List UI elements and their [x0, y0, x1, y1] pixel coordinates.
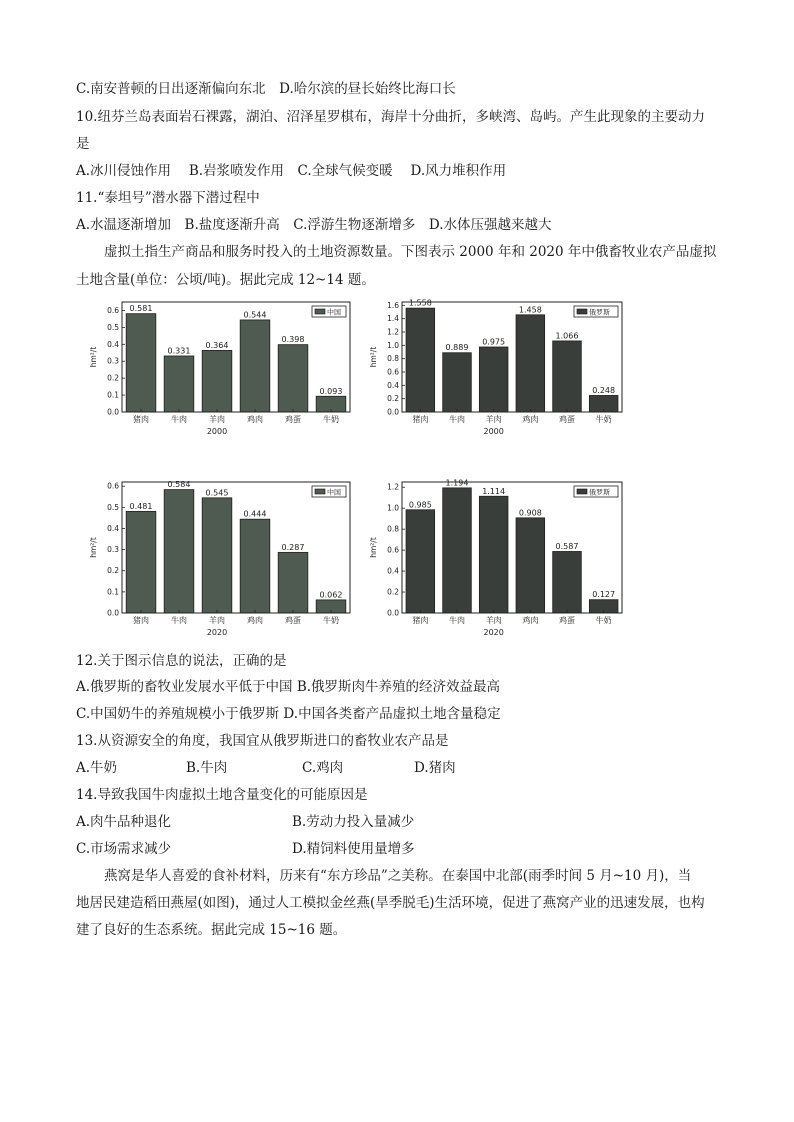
y-tick-label: 1.2	[387, 482, 399, 492]
y-tick-label: 0.8	[387, 354, 399, 364]
x-axis-year: 2020	[483, 628, 504, 637]
y-tick-label: 0.2	[387, 587, 399, 597]
bar-value-label: 0.584	[167, 480, 191, 490]
bar	[126, 511, 156, 613]
y-tick-label: 1.4	[387, 314, 399, 324]
category-label: 牛肉	[171, 616, 187, 625]
intro-para-1: 虚拟土指生产商品和服务时投入的土地资源数量。下图表示 2000 年和 2020 年中俄畜牧业农产品虚拟	[104, 244, 717, 260]
y-tick-label: 0.3	[107, 545, 119, 555]
y-tick-label: 0.4	[107, 523, 119, 533]
y-tick-label: 1.0	[387, 340, 399, 350]
bar	[202, 498, 232, 613]
bar	[240, 519, 270, 613]
y-tick-label: 0.6	[107, 305, 119, 315]
bar-value-label: 0.985	[408, 500, 432, 510]
legend-label: 中国	[327, 488, 341, 497]
bird-nest-para-2: 地居民建造稻田燕屋(如图)，通过人工模拟金丝燕(旱季脱毛)生活环境，促进了燕窝产业的迅速发展，也构	[76, 895, 705, 911]
category-label: 牛奶	[323, 415, 339, 424]
q10-options: A.冰川侵蚀作用 B.岩浆喷发作用 C.全球气候变暖 D.风力堆积作用	[76, 163, 507, 179]
category-label: 鸡肉	[247, 415, 263, 424]
chart-russia-2000	[366, 296, 628, 438]
bar	[202, 350, 232, 412]
q12-options-ab: A.俄罗斯的畜牧业发展水平低于中国 B.俄罗斯肉牛养殖的经济效益最高	[76, 679, 501, 695]
category-label: 牛肉	[449, 415, 465, 424]
category-label: 羊肉	[209, 616, 225, 625]
category-label: 鸡蛋	[285, 415, 301, 424]
y-tick-label: 0.4	[387, 380, 399, 390]
legend-label: 俄罗斯	[589, 308, 610, 317]
y-tick-label: 0.2	[107, 566, 119, 576]
bar	[479, 347, 508, 412]
y-axis-title: hm²/t	[89, 537, 98, 558]
y-axis-title: hm²/t	[369, 537, 378, 558]
category-label: 鸡蛋	[285, 616, 301, 625]
q11-stem: 11.“泰坦号”潜水器下潜过程中	[76, 190, 260, 206]
y-tick-label: 0.6	[387, 545, 399, 555]
chart-russia-2020	[366, 476, 628, 639]
bar-value-label: 0.481	[129, 501, 153, 511]
category-label: 牛肉	[449, 616, 465, 625]
y-tick-label: 1.6	[387, 300, 399, 310]
bar	[516, 518, 545, 613]
q13-option-c: C.鸡肉	[302, 760, 344, 776]
x-axis-year: 2020	[206, 628, 228, 637]
category-label: 牛奶	[595, 415, 612, 424]
bar	[479, 496, 508, 613]
bar-value-label: 0.062	[319, 590, 343, 600]
legend-label: 俄罗斯	[589, 488, 610, 497]
bar-value-label: 0.331	[167, 346, 191, 356]
category-label: 猪肉	[133, 616, 149, 625]
chart-china-2020	[86, 476, 356, 639]
y-tick-label: 0.0	[387, 608, 399, 618]
bird-nest-para-1: 燕窝是华人喜爱的食补材料，历来有“东方珍品”之美称。在泰国中北部(雨季时间 5 月~10 月)，当	[104, 868, 692, 884]
y-tick-label: 0.4	[107, 339, 119, 349]
legend-swatch	[577, 309, 587, 314]
bar-value-label: 0.364	[205, 340, 229, 350]
bar-chart-svg	[366, 476, 628, 639]
y-tick-label: 0.5	[107, 502, 119, 512]
category-label: 牛奶	[595, 616, 612, 625]
y-tick-label: 0.3	[107, 356, 119, 366]
bar-value-label: 1.114	[482, 486, 506, 496]
bird-nest-para-3: 建了良好的生态系统。据此完成 15~16 题。	[76, 922, 347, 938]
category-label: 鸡肉	[522, 415, 539, 424]
y-axis-title: hm²/t	[369, 346, 378, 368]
bar	[553, 551, 582, 613]
category-label: 猪肉	[412, 415, 429, 424]
bar-value-label: 1.194	[445, 478, 469, 488]
category-label: 牛奶	[323, 616, 339, 625]
y-tick-label: 1.2	[387, 327, 399, 337]
bar	[443, 353, 472, 412]
bar-value-label: 0.581	[129, 304, 153, 314]
category-label: 鸡肉	[522, 616, 539, 625]
category-label: 羊肉	[485, 415, 502, 424]
bar-value-label: 0.975	[482, 337, 506, 347]
bar-chart-svg	[86, 296, 356, 438]
y-tick-label: 0.6	[387, 367, 399, 377]
q13-option-b: B.牛肉	[186, 760, 228, 776]
bar-value-label: 0.398	[281, 335, 305, 345]
y-tick-label: 0.0	[107, 407, 119, 417]
bar	[278, 552, 308, 613]
q11-options: A.水温逐渐增加 B.盐度逐渐升高 C.浮游生物逐渐增多 D.水体压强越来越大	[76, 217, 552, 233]
bar	[126, 314, 156, 412]
legend-swatch	[315, 489, 325, 494]
bar-value-label: 0.093	[319, 386, 343, 396]
bar	[240, 320, 270, 412]
bar-value-label: 1.458	[518, 305, 542, 315]
bar-value-label: 0.545	[205, 488, 229, 498]
bar-chart-svg	[86, 476, 356, 639]
q12-stem: 12.关于图示信息的说法，正确的是	[76, 653, 287, 669]
bar	[406, 308, 435, 412]
bar-value-label: 0.248	[592, 385, 616, 395]
q14-option-d: D.精饲料使用量增多	[292, 841, 415, 857]
category-label: 羊肉	[209, 415, 225, 424]
bar-value-label: 1.066	[555, 331, 579, 341]
bar-value-label: 0.444	[243, 509, 267, 519]
category-label: 鸡肉	[247, 616, 263, 625]
legend-label: 中国	[327, 308, 341, 317]
q12-options-cd: C.中国奶牛的养殖规模小于俄罗斯 D.中国各类畜产品虚拟土地含量稳定	[76, 706, 501, 722]
q13-option-d: D.猪肉	[414, 760, 456, 776]
q9-option-cd: C.南安普顿的日出逐渐偏向东北 D.哈尔滨的昼长始终比海口长	[76, 81, 456, 97]
bar	[553, 341, 582, 412]
category-label: 猪肉	[133, 415, 149, 424]
bar-value-label: 0.127	[592, 590, 616, 600]
y-tick-label: 0.5	[107, 322, 119, 332]
bar	[516, 315, 545, 412]
q13-option-a: A.牛奶	[76, 760, 118, 776]
q10-stem: 10.纽芬兰岛表面岩石裸露，湖泊、沼泽星罗棋布，海岸十分曲折，多峡湾、岛屿。产生此现象的主要动力	[76, 109, 705, 125]
y-tick-label: 0.4	[387, 566, 399, 576]
category-label: 鸡蛋	[559, 616, 575, 625]
bar-value-label: 0.908	[518, 508, 542, 518]
bar-value-label: 1.558	[408, 298, 432, 308]
q14-option-a: A.肉牛品种退化	[76, 814, 172, 830]
bar	[164, 356, 194, 412]
q14-option-c: C.市场需求减少	[76, 841, 172, 857]
bar-value-label: 0.889	[445, 343, 469, 353]
y-tick-label: 0.1	[107, 587, 119, 597]
y-tick-label: 0.0	[107, 608, 119, 618]
x-axis-year: 2000	[483, 427, 504, 436]
legend-swatch	[577, 489, 587, 494]
y-tick-label: 1.0	[387, 503, 399, 513]
bar-chart-svg	[366, 296, 628, 438]
bar	[443, 488, 472, 613]
y-tick-label: 0.0	[387, 407, 399, 417]
intro-para-2: 土地含量(单位：公顷/吨)。据此完成 12~14 题。	[76, 272, 375, 288]
q14-stem: 14.导致我国牛肉虚拟土地含量变化的可能原因是	[76, 787, 368, 803]
y-tick-label: 0.2	[107, 373, 119, 383]
bar-value-label: 0.287	[281, 542, 305, 552]
bar	[406, 510, 435, 613]
bar	[278, 345, 308, 412]
category-label: 羊肉	[485, 616, 502, 625]
category-label: 鸡蛋	[559, 415, 575, 424]
bar	[164, 490, 194, 613]
chart-china-2000	[86, 296, 356, 438]
bar-value-label: 0.544	[243, 310, 267, 320]
y-tick-label: 0.2	[387, 394, 399, 404]
y-tick-label: 0.6	[107, 481, 119, 491]
y-axis-title: hm²/t	[89, 346, 98, 368]
q10-stem-cont: 是	[76, 136, 90, 152]
category-label: 猪肉	[412, 616, 429, 625]
y-tick-label: 0.8	[387, 524, 399, 534]
q13-stem: 13.从资源安全的角度，我国宜从俄罗斯进口的畜牧业农产品是	[76, 733, 449, 749]
bar-value-label: 0.587	[555, 541, 579, 551]
q14-option-b: B.劳动力投入量减少	[292, 814, 415, 830]
x-axis-year: 2000	[206, 427, 228, 436]
y-tick-label: 0.1	[107, 390, 119, 400]
category-label: 牛肉	[171, 415, 187, 424]
legend-swatch	[315, 309, 325, 314]
